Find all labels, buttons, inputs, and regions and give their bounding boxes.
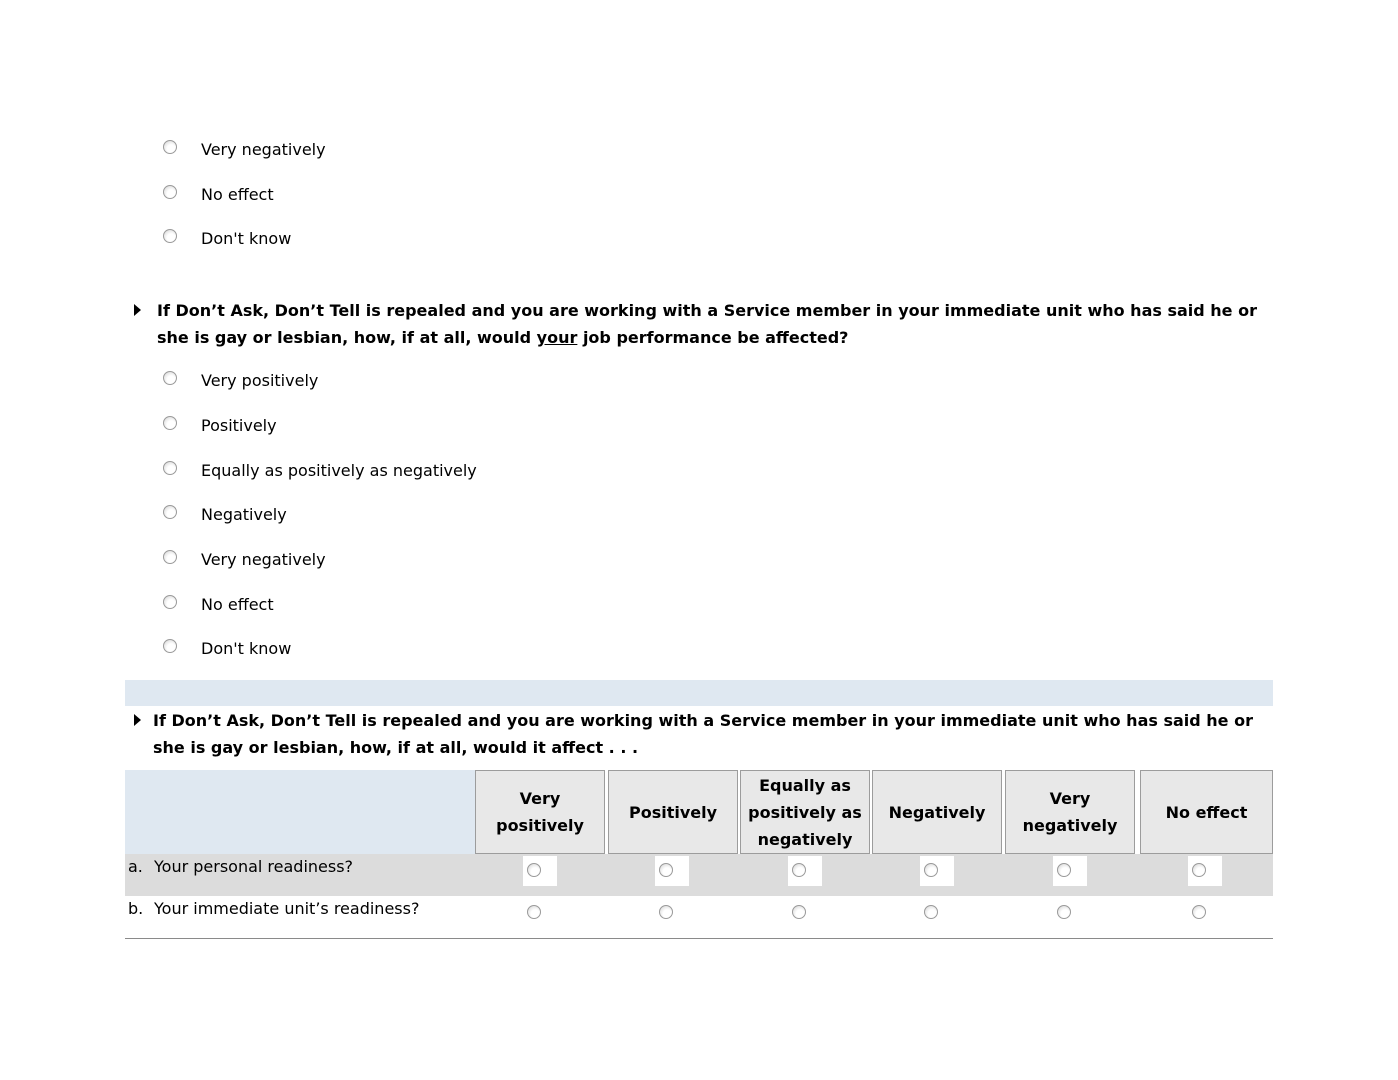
section-divider-band xyxy=(125,680,1273,706)
table-bottom-rule xyxy=(125,938,1273,939)
emphasis-your: your xyxy=(536,328,578,347)
option-label: Don't know xyxy=(201,639,292,658)
row-question: Your personal readiness? xyxy=(154,857,354,876)
radio-a-positively[interactable] xyxy=(659,863,673,877)
radio-a-no-effect[interactable] xyxy=(1192,863,1206,877)
radio-b-very-negatively[interactable] xyxy=(1057,905,1071,919)
row-letter: b. xyxy=(128,899,144,918)
row-question: Your immediate unit’s readiness? xyxy=(154,899,420,918)
radio-very-positively-2[interactable] xyxy=(163,371,177,385)
radio-a-equally[interactable] xyxy=(792,863,806,877)
radio-no-effect-2[interactable] xyxy=(163,595,177,609)
radio-b-negatively[interactable] xyxy=(924,905,938,919)
radio-a-very-negatively[interactable] xyxy=(1057,863,1071,877)
radio-b-positively[interactable] xyxy=(659,905,673,919)
col-head-negatively: Negatively xyxy=(872,770,1002,854)
radio-a-negatively[interactable] xyxy=(924,863,938,877)
question-arrow-icon xyxy=(134,714,141,726)
radio-dont-know-2[interactable] xyxy=(163,639,177,653)
option-label: No effect xyxy=(201,185,274,204)
radio-a-very-positively[interactable] xyxy=(527,863,541,877)
row-letter: a. xyxy=(128,857,143,876)
radio-b-equally[interactable] xyxy=(792,905,806,919)
col-head-no-effect: No effect xyxy=(1140,770,1273,854)
option-label: Equally as positively as negatively xyxy=(201,461,477,480)
option-label: Very negatively xyxy=(201,550,326,569)
radio-equally-2[interactable] xyxy=(163,461,177,475)
question-3-text: If Don’t Ask, Don’t Tell is repealed and you are working with a Service member in your immediate unit who has said he or she is gay or lesbian, how, if at all, would it affect . . . xyxy=(153,711,1253,757)
radio-positively-2[interactable] xyxy=(163,416,177,430)
radio-negatively-2[interactable] xyxy=(163,505,177,519)
col-head-very-positively: Very positively xyxy=(475,770,605,854)
option-label: Very negatively xyxy=(201,140,326,159)
col-head-positively: Positively xyxy=(608,770,738,854)
matrix-header-blank xyxy=(125,770,475,854)
option-label: Very positively xyxy=(201,371,319,390)
question-2-text: If Don’t Ask, Don’t Tell is repealed and you are working with a Service member in your immediate unit who has said he or she is gay or lesbian, how, if at all, would your job performance be affected? xyxy=(157,301,1257,347)
radio-no-effect-1[interactable] xyxy=(163,185,177,199)
radio-very-negatively-2[interactable] xyxy=(163,550,177,564)
option-label: Don't know xyxy=(201,229,292,248)
option-label: No effect xyxy=(201,595,274,614)
col-head-equally: Equally as positively as negatively xyxy=(740,770,870,854)
radio-b-no-effect[interactable] xyxy=(1192,905,1206,919)
option-label: Positively xyxy=(201,416,277,435)
radio-very-negatively-1[interactable] xyxy=(163,140,177,154)
col-head-very-negatively: Very negatively xyxy=(1005,770,1135,854)
radio-dont-know-1[interactable] xyxy=(163,229,177,243)
option-label: Negatively xyxy=(201,505,287,524)
radio-b-very-positively[interactable] xyxy=(527,905,541,919)
question-arrow-icon xyxy=(134,304,141,316)
